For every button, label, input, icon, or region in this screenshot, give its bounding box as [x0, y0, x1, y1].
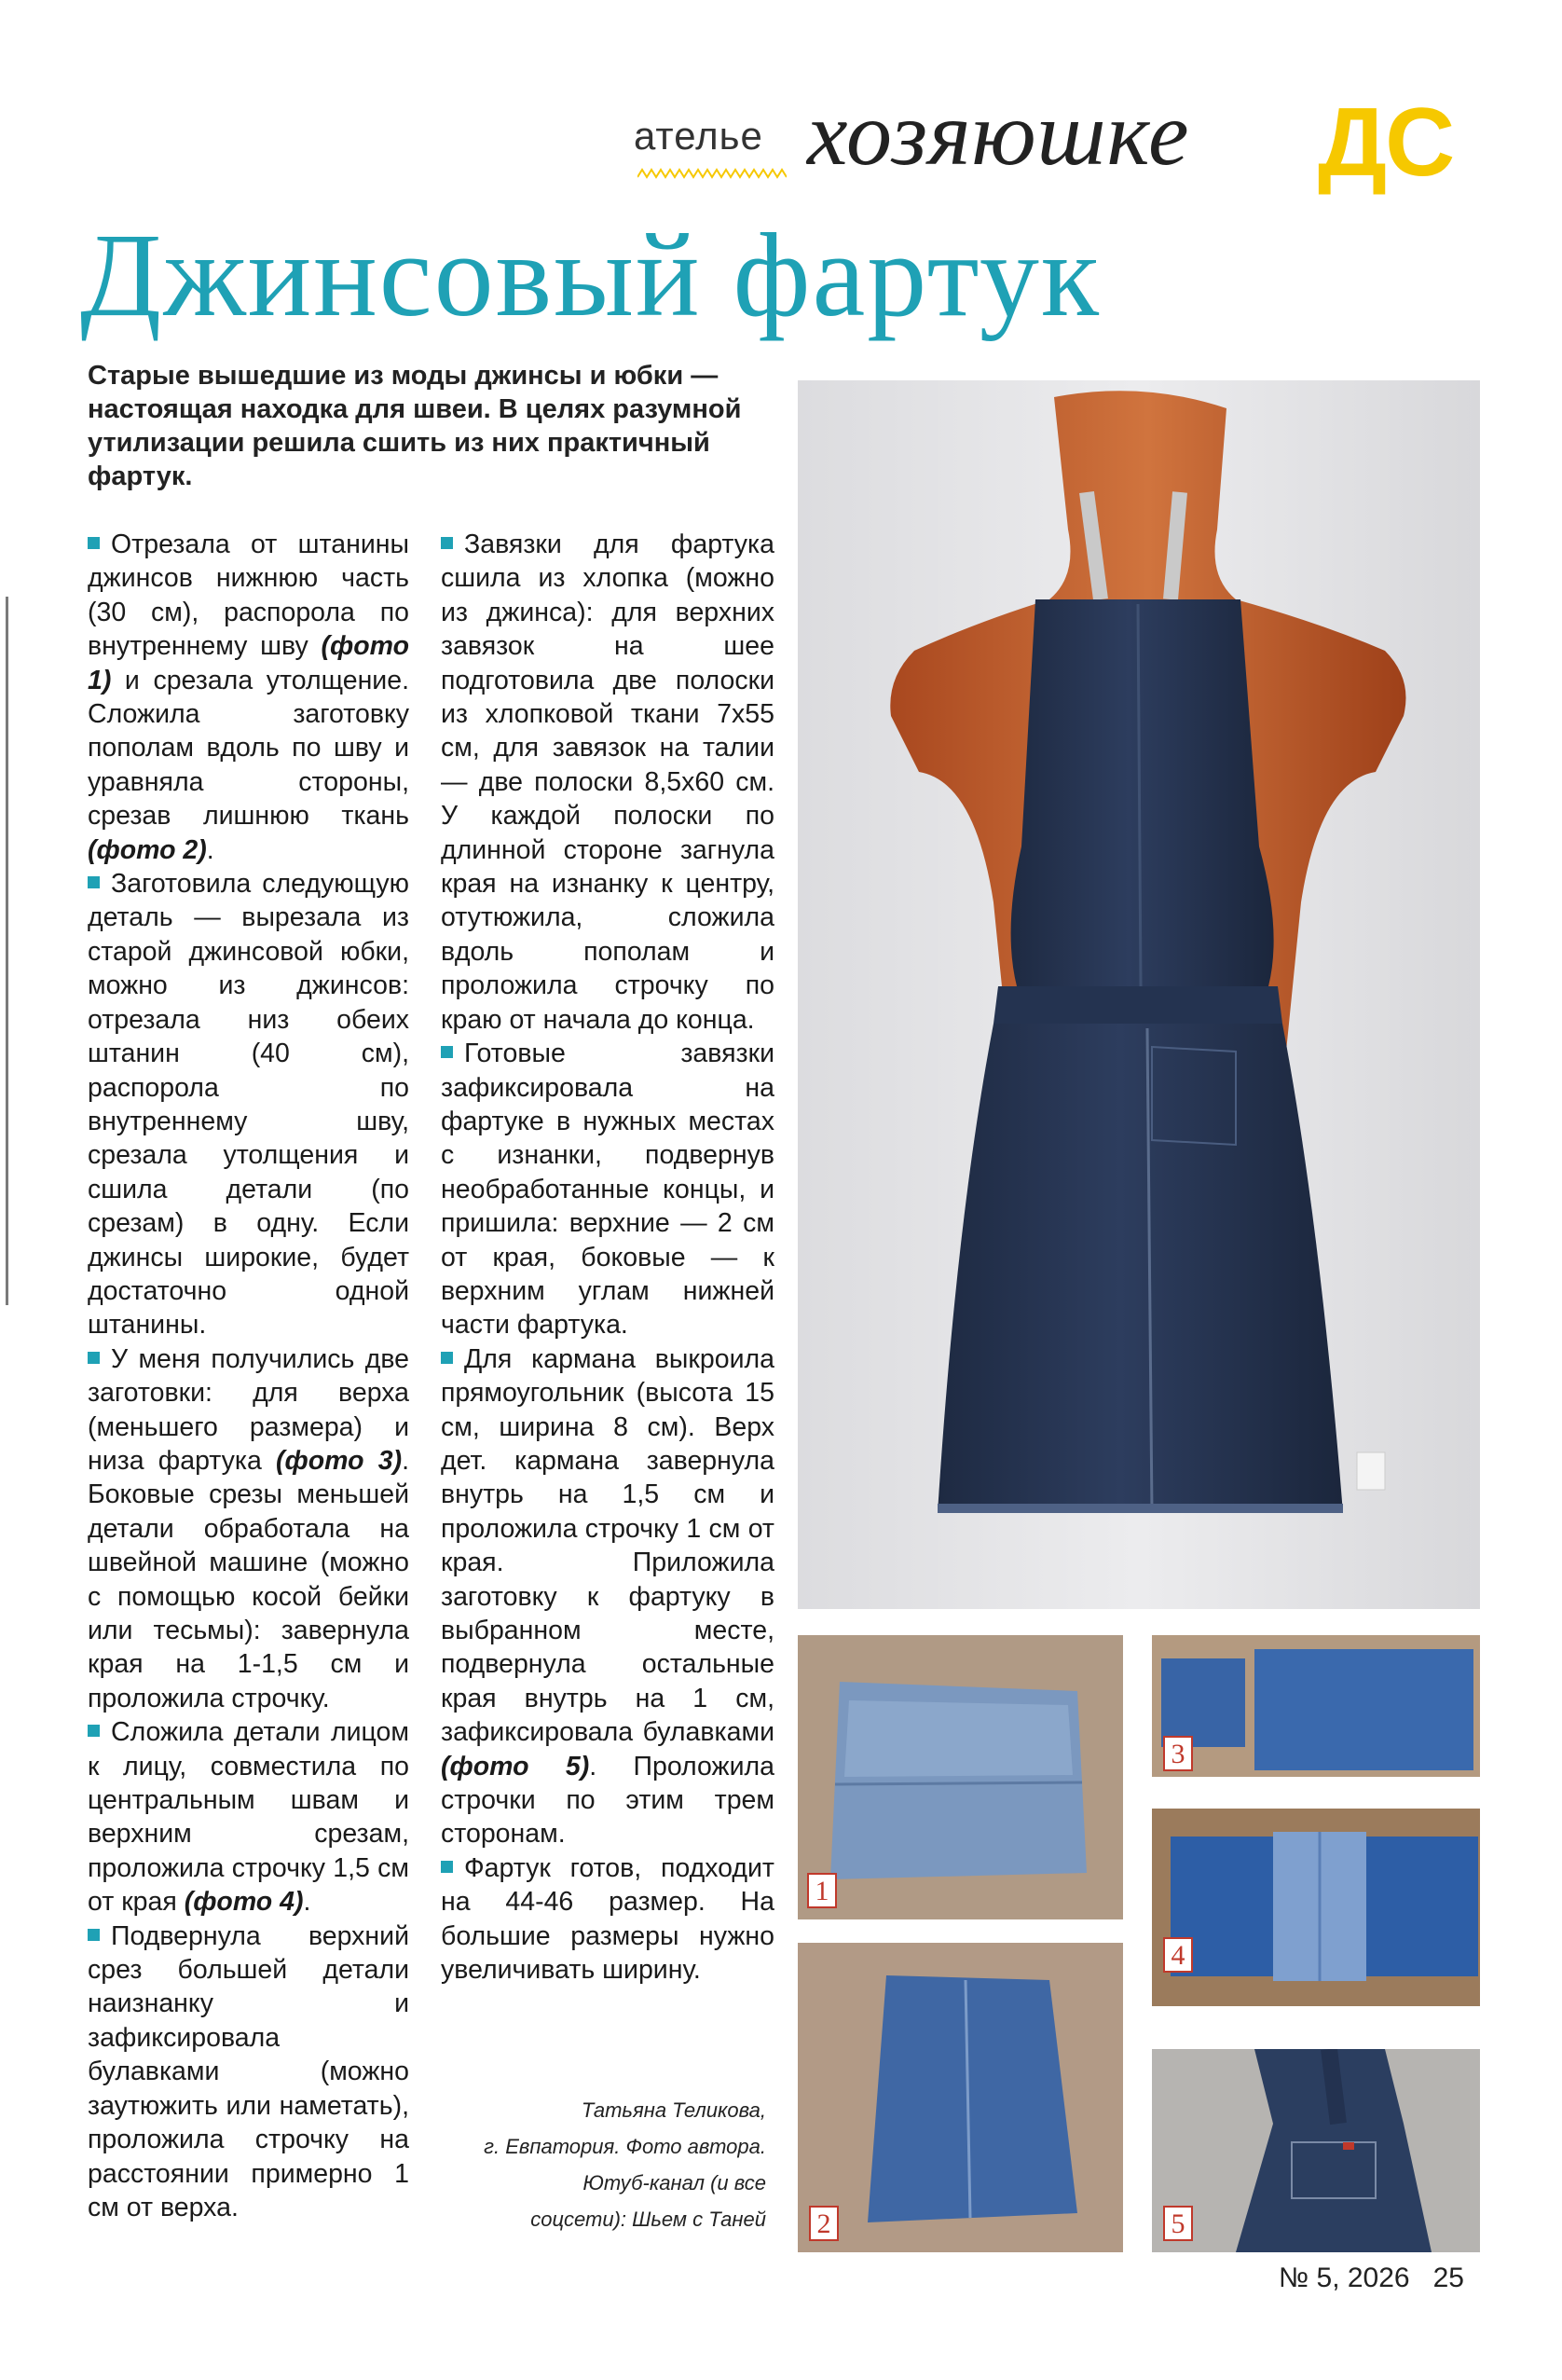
step-photo-1 [798, 1635, 1123, 1919]
bullet-icon [88, 1725, 100, 1737]
photo-number: 5 [1163, 2206, 1193, 2241]
bullet-icon [441, 537, 453, 549]
text-column-2 [441, 528, 774, 1987]
step-photo-4 [1152, 1809, 1480, 2006]
apron-main-photo [798, 380, 1480, 1609]
paragraph: Отрезала от штанины джинсов нижнюю часть (30 см), распорола по внутреннему шву (фото 1) и срезала утолщение. Сложила заготовку пополам вдоль по шву и уравняла стороны, срезав лишнюю ткань (фото 2). [88, 530, 409, 865]
photo-reference: (фото 1) [88, 631, 409, 695]
bullet-icon [88, 1929, 100, 1941]
paragraph: Заготовила следующую деталь — вырезала из старой джинсовой юбки, можно из джинсов: отрезала низ обеих штанин (40 см), распорола по внутреннему шву, срезала утолщения и сшила детали (по срезам) в одну. Если джинсы широкие, будет достаточно одной штанины. [88, 869, 409, 1341]
issue-page-number: № 5, 2026 25 [1279, 2263, 1464, 2293]
step-photo-2 [798, 1943, 1123, 2252]
paragraph: Готовые завязки зафиксировала на фартуке в нужных местах с изнанки, подвернув необработанные концы, и пришила: верхние — 2 см от края, боковые — к верхним углам нижней части фартука. [441, 1039, 774, 1341]
bullet-icon [88, 1352, 100, 1364]
section-header [0, 76, 1562, 198]
paragraph: Завязки для фартука сшила из хлопка (можно из джинса): для верхних завязок на шее подготовила две полоски из хлопковой ткани 7x55 см, для завязок на талии — две полоски 8,5x60 см. У каждой полоски по длинной стороне загнула края на изнанку к центру, отутюжила, сложила вдоль пополам и проложила строчку по краю от начала до конца. [441, 530, 774, 1035]
paragraph: Сложила детали лицом к лицу, совместила по центральным швам и верхним срезам, проложила строчку 1,5 см от края (фото 4). [88, 1717, 409, 1918]
text-column-1 [88, 528, 409, 2224]
photo-reference: (фото 4) [184, 1887, 304, 1918]
article-lead: Старые вышедшие из моды джинсы и юбки — настоящая находка для швеи. В целях разумной утилизации решила сшить из них практичный фартук. [88, 361, 742, 491]
paragraph: Фартук готов, подходит на 44-46 размер. На большие размеры нужно увеличивать ширину. [441, 1852, 774, 1986]
rubric-title: хозяюшке [807, 84, 1190, 185]
article-title: Джинсовый фартук [80, 209, 1101, 341]
photo-number: 1 [807, 1873, 837, 1908]
photo-number: 3 [1163, 1736, 1193, 1771]
paragraph: У меня получились две заготовки: для верха (меньшего размера) и низа фартука (фото 3). Боковые срезы меньшей детали обработала на швейной машине (можно с помощью косой бейки или тесьмы): завернула края на 1-1,5 см и проложила строчку. [88, 1343, 409, 1713]
photo-number: 2 [809, 2206, 839, 2241]
rubric-ornament [637, 168, 787, 179]
bullet-icon [88, 876, 100, 888]
magazine-logo: ДС [1318, 89, 1454, 197]
bullet-icon [441, 1046, 453, 1058]
page-edge-rule [6, 597, 8, 1305]
bullet-icon [441, 1352, 453, 1364]
step-photo-5 [1152, 2049, 1480, 2252]
step-photo-3 [1152, 1635, 1480, 1777]
rubric-label: ателье [634, 114, 763, 158]
bullet-icon [88, 537, 100, 549]
paragraph: Для кармана выкроила прямоугольник (высота 15 см, ширина 8 см). Верх дет. кармана завернула внутрь на 1,5 см и проложила строчку 1 см от края. Приложила заготовку к фартуку в выбранном месте, подвернула остальные края внутрь на 1 см, зафиксировала булавками (фото 5). Проложила строчки по этим трем сторонам. [441, 1343, 774, 1850]
bullet-icon [441, 1861, 453, 1873]
photo-number: 4 [1163, 1937, 1193, 1973]
photo-reference: (фото 3) [276, 1445, 403, 1476]
paragraph: Подвернула верхний срез большей детали наизнанку и зафиксировала булавками (можно заутюжить или наметать), проложила строчку на расстоянии примерно 1 см от верха. [88, 1920, 409, 2222]
author-byline: Татьяна Теликова, г. Евпатория. Фото автора. Ютуб-канал (и все соцсети): Шьем с Таней [484, 2098, 766, 2231]
photo-reference: (фото 2) [88, 834, 207, 865]
photo-reference: (фото 5) [441, 1751, 590, 1782]
